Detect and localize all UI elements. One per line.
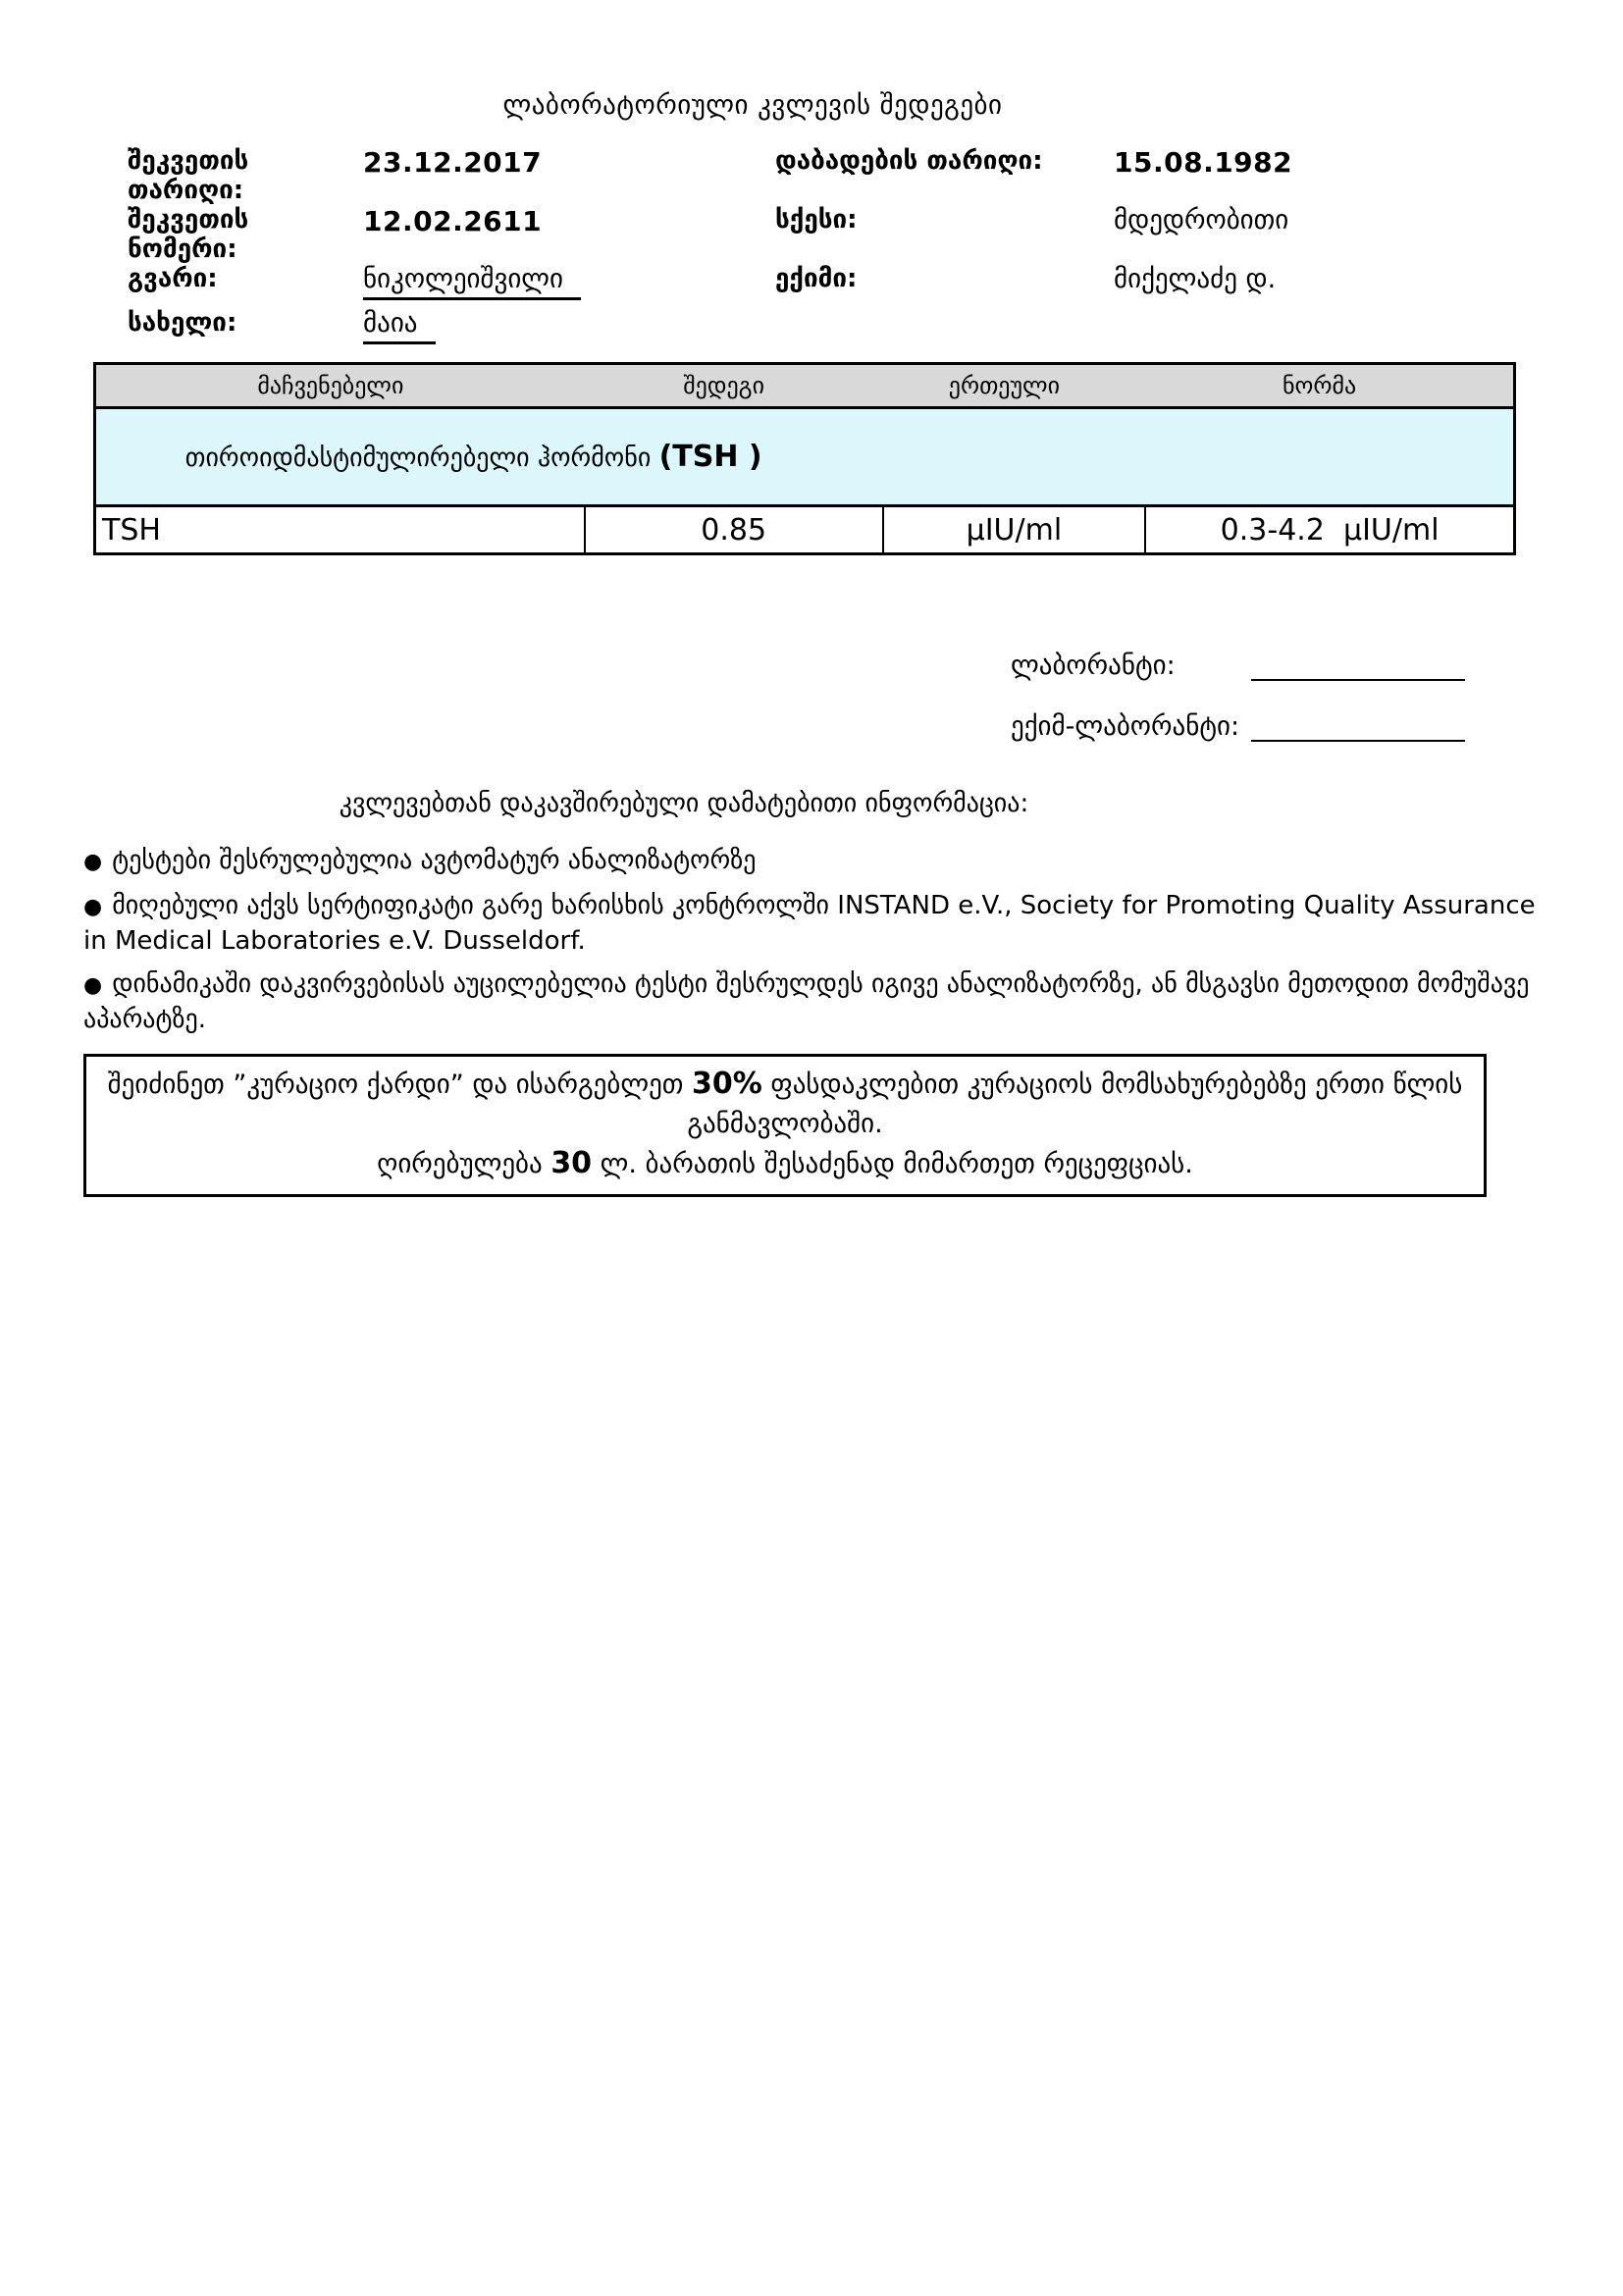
promo-box <box>83 1054 1487 1197</box>
order-date-value: 23.12.2017 <box>363 146 543 179</box>
signatures-block <box>1011 642 1623 742</box>
sex-value: მდედრობითი <box>1114 205 1289 235</box>
order-number-label: შეკვეთის ნომერი: <box>128 205 249 264</box>
column-header-unit: ერთეული <box>883 364 1146 408</box>
additional-info-list <box>83 844 1550 1036</box>
table-row <box>95 506 1515 554</box>
doctor-lab-technician-row <box>1011 703 1623 742</box>
test-name-cell: TSH <box>95 506 585 554</box>
bullet-text: მიღებული აქვს სერტიფიკატი გარე ხარისხის კონტროლში INSTAND e.V., Society for Promoting Quality Assurance in Medical Laboratories e.V. Dusseldorf. <box>83 891 1536 956</box>
test-group-row <box>95 408 1515 506</box>
doctor-label: ექიმი: <box>775 264 858 293</box>
order-date-label: შეკვეთის თარიღი: <box>128 146 249 205</box>
list-item <box>83 889 1550 958</box>
promo-price-value: 30 <box>550 1146 593 1180</box>
bullet-text: ტესტები შესრულებულია ავტომატურ ანალიზატორზე <box>112 846 757 875</box>
lab-technician-row <box>1011 642 1623 681</box>
birth-date-value: 15.08.1982 <box>1114 146 1293 179</box>
test-unit-cell: µIU/ml <box>883 506 1146 554</box>
promo-discount-value: 30% <box>692 1067 762 1101</box>
additional-info-title: კვლევებთან დაკავშირებული დამატებითი ინფორმაცია: <box>339 789 1029 818</box>
meta-row <box>128 264 1623 308</box>
promo-line-1: შეიძინეთ ”კურაციო ქარდი” და ისარგებლეთ 30% ფასდაკლებით კურაციოს მომსახურებებზე ერთი წლის განმავლობაში. <box>107 1067 1463 1139</box>
firstname-value: მაია <box>363 308 436 344</box>
bullet-icon: ● <box>83 973 103 998</box>
bullet-icon: ● <box>83 850 103 874</box>
meta-row <box>128 146 1623 205</box>
patient-meta <box>128 146 1623 352</box>
test-group-code: (TSH ) <box>658 440 762 474</box>
firstname-label: სახელი: <box>128 308 237 338</box>
order-number-value: 12.02.2611 <box>363 205 543 237</box>
birth-date-label: დაბადების თარიღი: <box>775 146 1043 176</box>
surname-value: ნიკოლეიშვილი <box>363 264 581 300</box>
list-item <box>83 844 1550 879</box>
list-item <box>83 967 1550 1036</box>
bullet-text: დინამიკაში დაკვირვებისას აუცილებელია ტესტი შესრულდეს იგივე ანალიზატორზე, ან მსგავსი მეთოდით მომუშავე აპარატზე. <box>83 969 1530 1034</box>
test-norm-cell: 0.3-4.2 µIU/ml <box>1220 512 1440 548</box>
meta-row <box>128 308 1623 352</box>
meta-row <box>128 205 1623 264</box>
results-header-row <box>95 364 1515 408</box>
test-result-cell: 0.85 <box>585 506 883 554</box>
results-table <box>93 362 1516 555</box>
doctor-value: მიქელაძე დ. <box>1114 264 1277 294</box>
doctor-lab-technician-label: ექიმ-ლაბორანტი: <box>1011 711 1240 742</box>
doctor-lab-technician-signature-line <box>1251 710 1465 742</box>
lab-technician-label: ლაბორანტი: <box>1011 651 1176 681</box>
surname-label: გვარი: <box>128 264 218 293</box>
test-group-title: თიროიდმასტიმულირებელი ჰორმონი <box>184 444 659 473</box>
promo-line-2: ღირებულება 30 ლ. ბარათის შესაძენად მიმართეთ რეცეფციას. <box>377 1146 1193 1180</box>
column-header-norm: ნორმა <box>1145 364 1514 408</box>
bullet-icon: ● <box>83 895 103 919</box>
column-header-indicator: მაჩვენებელი <box>95 364 585 408</box>
page-title: ლაბორატორიული კვლევის შედეგები <box>502 90 1003 121</box>
sex-label: სქესი: <box>775 205 858 235</box>
lab-technician-signature-line <box>1251 650 1465 681</box>
column-header-result: შედეგი <box>585 364 883 408</box>
